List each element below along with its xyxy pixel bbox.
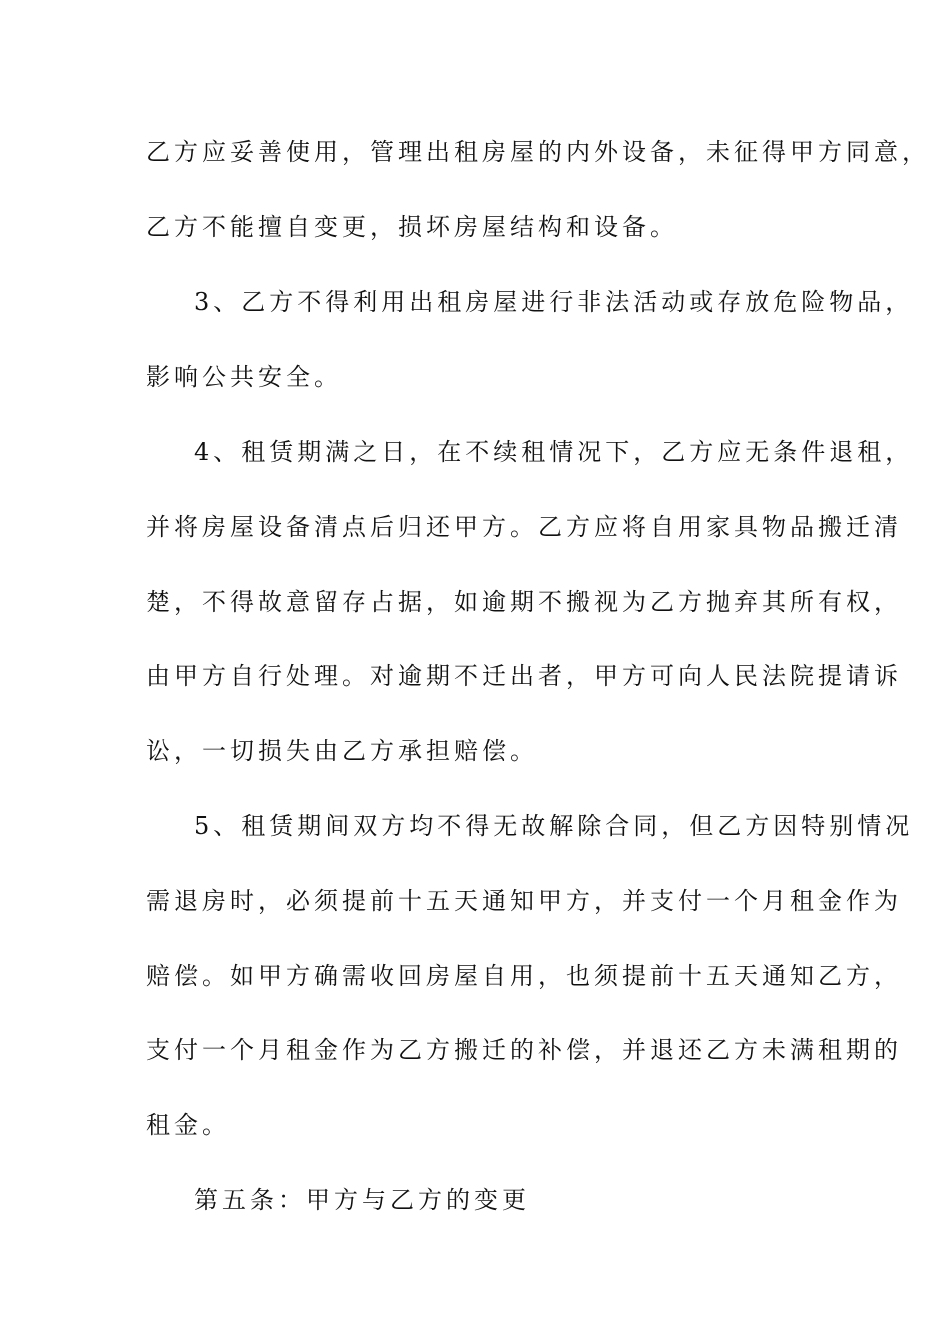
text-line: 乙方不能擅自变更，损坏房屋结构和设备。 — [146, 213, 678, 241]
text-line: 赔偿。如甲方确需收回房屋自用，也须提前十五天通知乙方， — [146, 962, 902, 990]
text-line: 讼，一切损失由乙方承担赔偿。 — [146, 737, 538, 765]
text-line: 楚，不得故意留存占据，如逾期不搬视为乙方抛弃其所有权， — [146, 588, 902, 616]
text-line: 3、乙方不得利用出租房屋进行非法活动或存放危险物品， — [194, 288, 914, 316]
text-line: 并将房屋设备清点后归还甲方。乙方应将自用家具物品搬迁清 — [146, 513, 902, 541]
section-heading: 第五条：甲方与乙方的变更 — [194, 1186, 530, 1214]
text-line: 4、租赁期满之日，在不续租情况下，乙方应无条件退租， — [194, 438, 914, 466]
text-line: 5、租赁期间双方均不得无故解除合同，但乙方因特别情况 — [194, 812, 914, 840]
text-line: 支付一个月租金作为乙方搬迁的补偿，并退还乙方未满租期的 — [146, 1036, 902, 1064]
text-line: 由甲方自行处理。对逾期不迁出者，甲方可向人民法院提请诉 — [146, 662, 902, 690]
text-line: 租金。 — [146, 1111, 230, 1139]
text-line: 需退房时，必须提前十五天通知甲方，并支付一个月租金作为 — [146, 887, 902, 915]
text-line: 影响公共安全。 — [146, 363, 342, 391]
text-line: 乙方应妥善使用，管理出租房屋的内外设备，未征得甲方同意， — [146, 138, 930, 166]
